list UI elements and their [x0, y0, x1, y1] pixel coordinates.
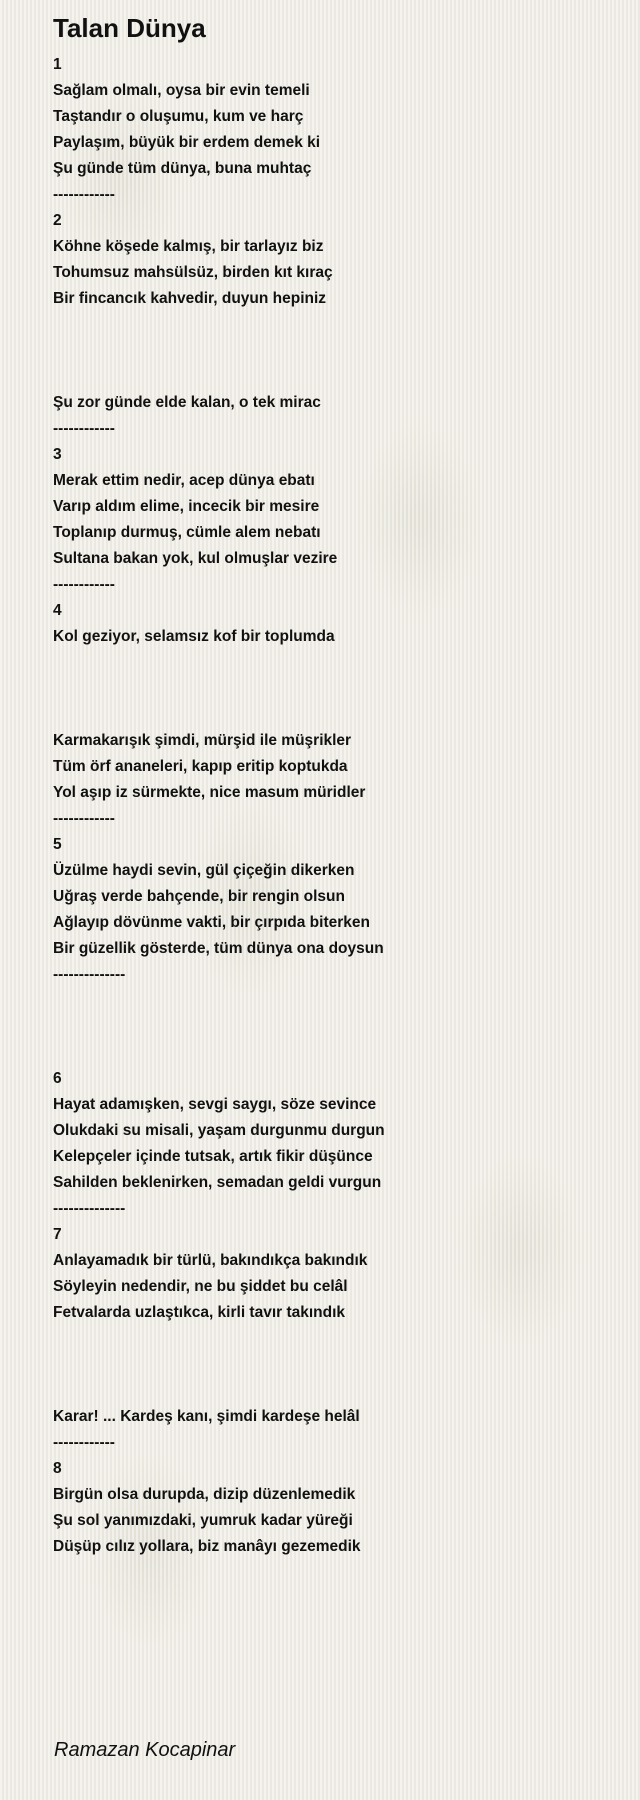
poem-line: Kol geziyor, selamsız kof bir toplumda: [53, 628, 335, 645]
poem-line: Sahilden beklenirken, semadan geldi vurgun: [53, 1174, 382, 1191]
poem-line: Anlayamadık bir türlü, bakındıkça bakındık: [53, 1252, 368, 1269]
poem-line: Üzülme haydi sevin, gül çiçeğin dikerken: [53, 862, 355, 879]
stanza-1: [53, 52, 613, 208]
stanza-number: 2: [53, 212, 62, 229]
stanza-separator: --------------: [53, 1200, 126, 1217]
poem-line: Uğraş verde bahçende, bir rengin olsun: [53, 888, 345, 905]
blank-space: [53, 312, 613, 390]
poem-line: Karar! ... Kardeş kanı, şimdi kardeşe helâl: [53, 1408, 360, 1425]
poem-line: Şu zor günde elde kalan, o tek mirac: [53, 394, 321, 411]
stanza-7: [53, 1222, 613, 1456]
poem-line: Söyleyin nedendir, ne bu şiddet bu celâl: [53, 1278, 348, 1295]
stanza-number: 6: [53, 1070, 62, 1087]
poem-line: Tohumsuz mahsülsüz, birden kıt kıraç: [53, 264, 333, 281]
stanza-number: 5: [53, 836, 62, 853]
stanza-separator: ------------: [53, 576, 115, 593]
poem-line: Bir güzellik gösterde, tüm dünya ona doysun: [53, 940, 384, 957]
stanza-number: 8: [53, 1460, 62, 1477]
stanza-separator: ------------: [53, 186, 115, 203]
stanza-5: [53, 832, 613, 1066]
poem-line: Paylaşım, büyük bir erdem demek ki: [53, 134, 321, 151]
stanza-separator: ------------: [53, 1434, 115, 1451]
poem-line: Kelepçeler içinde tutsak, artık fikir düşünce: [53, 1148, 373, 1165]
poem-line: Düşüp cılız yollara, biz manâyı gezemedik: [53, 1538, 361, 1555]
poem-body: [53, 52, 613, 1560]
author-name: Ramazan Kocapinar: [54, 1739, 236, 1761]
stanza-8: [53, 1456, 613, 1560]
poem-line: Yol aşıp iz sürmekte, nice masum müridler: [53, 784, 366, 801]
poem-line: Hayat adamışken, sevgi saygı, söze sevince: [53, 1096, 377, 1113]
poem-line: Karmakarışık şimdi, mürşid ile müşrikler: [53, 732, 352, 749]
poem-line: Bir fincancık kahvedir, duyun hepiniz: [53, 290, 327, 307]
poem-line: Sağlam olmalı, oysa bir evin temeli: [53, 82, 310, 99]
poem-title: Talan Dünya: [53, 13, 206, 43]
stanza-number: 1: [53, 56, 62, 73]
poem-line: Olukdaki su misali, yaşam durgunmu durgun: [53, 1122, 385, 1139]
stanza-number: 4: [53, 602, 62, 619]
poem-line: Köhne köşede kalmış, bir tarlayız biz: [53, 238, 324, 255]
stanza-4: [53, 598, 613, 832]
stanza-separator: ------------: [53, 810, 115, 827]
poem-line: Merak ettim nedir, acep dünya ebatı: [53, 472, 315, 489]
stanza-separator: ------------: [53, 420, 115, 437]
blank-space: [53, 1326, 613, 1404]
blank-space: [53, 988, 613, 1066]
stanza-number: 3: [53, 446, 62, 463]
blank-space: [53, 650, 613, 728]
poem-line: Varıp aldım elime, incecik bir mesire: [53, 498, 320, 515]
stanza-3: [53, 442, 613, 598]
poem-line: Toplanıp durmuş, cümle alem nebatı: [53, 524, 321, 541]
stanza-separator: --------------: [53, 966, 126, 983]
poem-line: Tüm örf ananeleri, kapıp eritip koptukda: [53, 758, 348, 775]
poem-line: Şu sol yanımızdaki, yumruk kadar yüreği: [53, 1512, 353, 1529]
poem-line: Ağlayıp dövünme vakti, bir çırpıda biterken: [53, 914, 370, 931]
poem-line: Taştandır o oluşumu, kum ve harç: [53, 108, 304, 125]
stanza-2: [53, 208, 613, 442]
stanza-6: [53, 1066, 613, 1222]
poem-line: Şu günde tüm dünya, buna muhtaç: [53, 160, 312, 177]
stanza-number: 7: [53, 1226, 62, 1243]
poem-line: Sultana bakan yok, kul olmuşlar vezire: [53, 550, 338, 567]
poem-line: Fetvalarda uzlaştıkca, kirli tavır takındık: [53, 1304, 346, 1321]
poem-line: Birgün olsa durupda, dizip düzenlemedik: [53, 1486, 356, 1503]
